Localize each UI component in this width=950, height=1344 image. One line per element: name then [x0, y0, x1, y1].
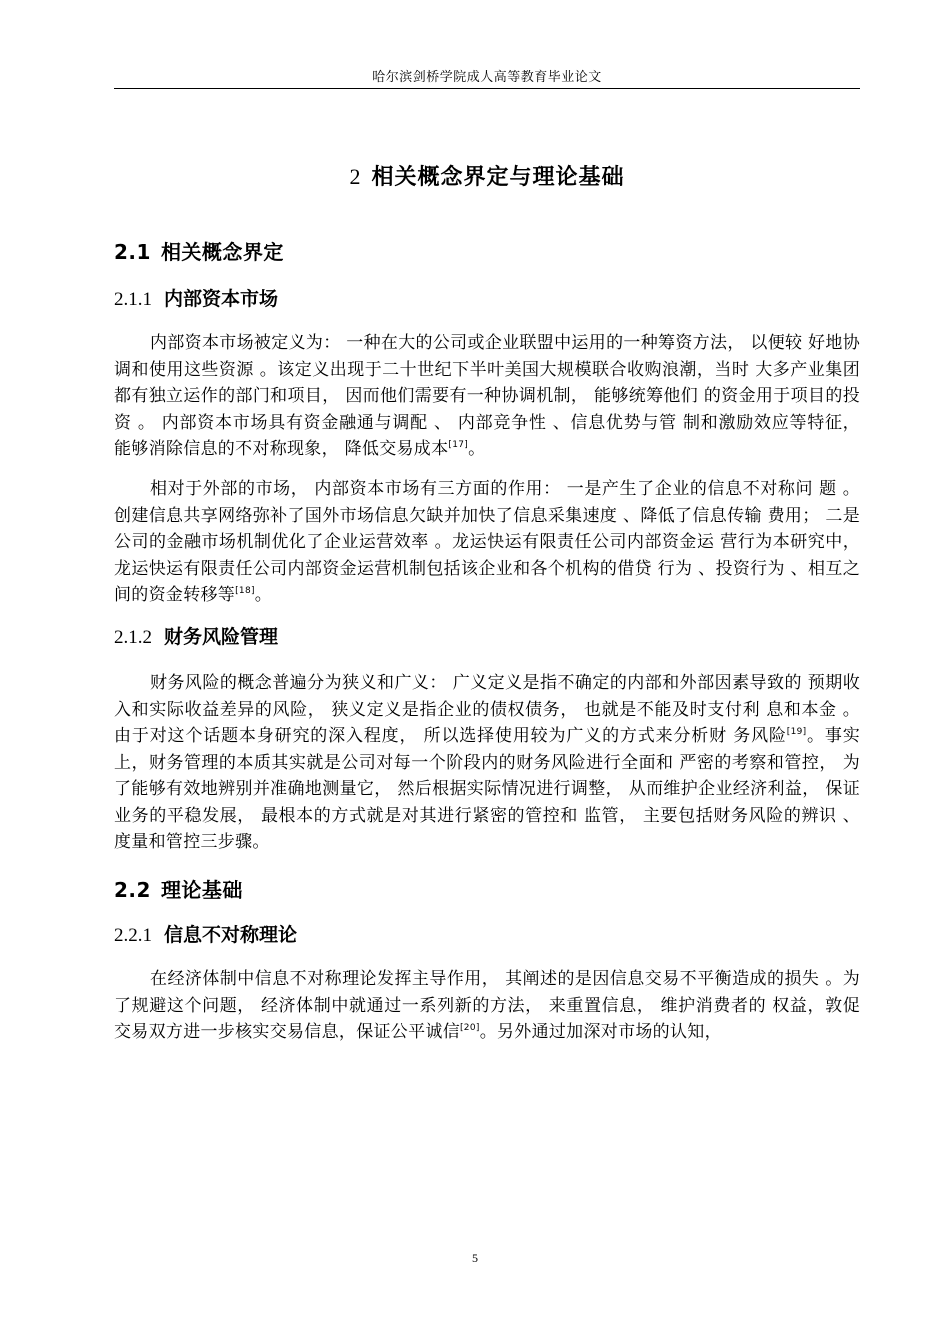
chapter-number: 2 [349, 164, 362, 189]
section-title: 理论基础 [160, 878, 243, 902]
page-number: 5 [472, 1251, 478, 1265]
section-heading-2-2 [114, 874, 243, 903]
paragraph-tail: 。另外通过加深对市场的认知， [479, 1022, 722, 1042]
subsection-heading-2-1-1 [114, 284, 278, 311]
subsection-title: 信息不对称理论 [164, 924, 298, 946]
chapter-title [114, 160, 860, 191]
citation: [17] [448, 440, 469, 450]
subsection-title: 内部资本市场 [164, 288, 279, 310]
paragraph-information-asymmetry [114, 966, 860, 1046]
paragraph-tail: 。 [254, 585, 273, 605]
citation: [20] [460, 1023, 480, 1033]
paragraph-internal-capital-market-definition [114, 330, 860, 463]
chapter-title-text: 相关概念界定与理论基础 [371, 165, 625, 190]
subsection-heading-2-2-1 [114, 920, 297, 947]
subsection-number: 2.1.1 [114, 289, 152, 310]
paragraph-internal-capital-market-roles [114, 476, 860, 609]
citation: [19] [786, 727, 807, 737]
paragraph-tail: 。事实上，财务管理的本质其实就是公司对每一个阶段内的财务风险进行全面和 严密的考察和管控， 为了能够有效地辨别并准确地测量它， 然后根据实际情况进行调整， 从而维护企业经济利益， 保证业务的平稳发展， 最根本的方式就是对其进行紧密的管控和 监管， 主要包括财务风险的辨识 、度量和管控三步骤。 [114, 726, 860, 852]
running-header: 哈尔滨剑桥学院成人高等教育毕业论文 [372, 70, 602, 85]
header-rule [114, 88, 860, 89]
subsection-title: 财务风险管理 [164, 626, 279, 648]
paragraph-text: 相对于外部的市场， 内部资本市场有三方面的作用： 一是产生了企业的信息不对称问 题 。创建信息共享网络弥补了国外市场信息欠缺并加快了信息采集速度 、降低了信息传输 费用； 二是公司的金融市场机制优化了企业运营效率 。龙运快运有限责任公司内部资金运 营行为本研究中， 龙运快运有限责任公司内部资金运营机制包括该企业和各个机构的借贷 行为 、投资行为 、相互之间的资金转移等 [114, 479, 860, 605]
subsection-number: 2.1.2 [114, 627, 152, 648]
citation: [18] [235, 586, 255, 596]
subsection-number: 2.2.1 [114, 925, 152, 946]
paragraph-text: 内部资本市场被定义为： 一种在大的公司或企业联盟中运用的一种筹资方法， 以便较 好地协调和使用这些资源 。该定义出现于二十世纪下半叶美国大规模联合收购浪潮，当时 大多产业集团都有独立运作的部门和项目， 因而他们需要有一种协调机制， 能够统筹他们 的资金用于项目的投资 。 内部资本市场具有资金融通与调配 、 内部竞争性 、信息优势与管 制和激励效应等特征， 能够消除信息的不对称现象， 降低交易成本 [114, 333, 860, 459]
paragraph-financial-risk [114, 670, 860, 856]
paragraph-tail: 。 [468, 439, 486, 459]
paragraph-text: 财务风险的概念普遍分为狭义和广义： 广义定义是指不确定的内部和外部因素导致的 预期收入和实际收益差异的风险， 狭义定义是指企业的债权债务， 也就是不能及时支付利 息和本金 。 由于对这个话题本身研究的深入程度， 所以选择使用较为广义的方式来分析财 务风险 [114, 673, 860, 746]
section-number: 2.1 [114, 240, 151, 264]
section-heading-2-1 [114, 236, 284, 265]
paragraph-text: 在经济体制中信息不对称理论发挥主导作用， 其阐述的是因信息交易不平衡造成的损失 。为了规避这个问题， 经济体制中就通过一系列新的方法， 来重置信息， 维护消费者的 权益，敦促交易双方进一步核实交易信息，保证公平诚信 [114, 969, 860, 1042]
subsection-heading-2-1-2 [114, 622, 278, 649]
section-number: 2.2 [114, 878, 151, 902]
section-title: 相关概念界定 [160, 240, 284, 264]
